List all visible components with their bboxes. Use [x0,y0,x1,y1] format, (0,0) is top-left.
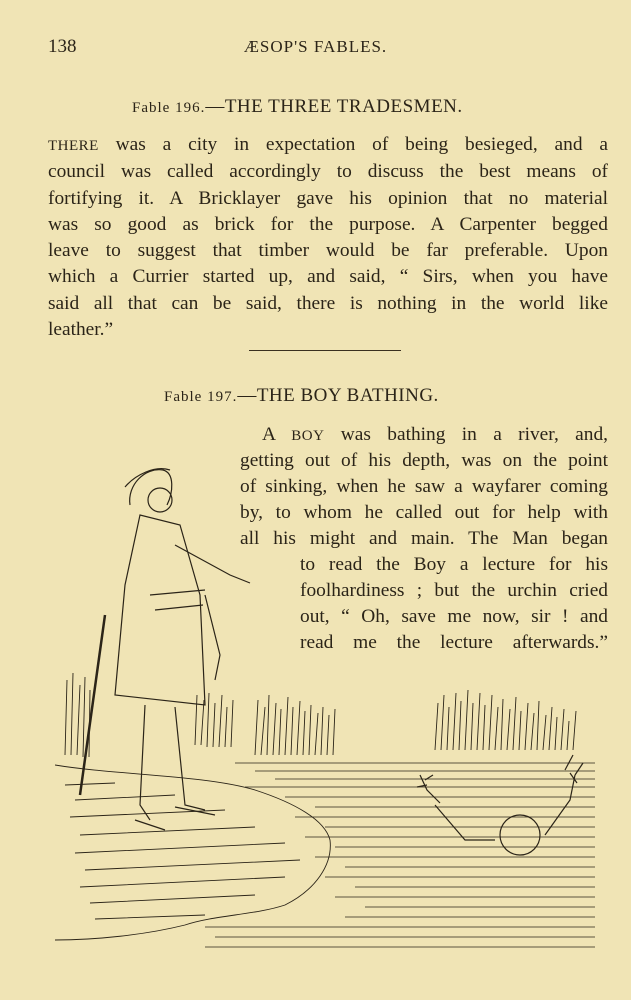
text-line: said all that can be said, there is nothing in the world like [48,292,608,314]
text-line: by, to whom he called out for help with [240,502,608,523]
fable-196-label: Fable 196. [132,100,206,116]
text-line: council was called accordingly to discuss the best means of [48,161,608,183]
fable-197-heading: —THE BOY BATHING. [237,385,439,406]
text-line: to read the Boy a lecture for his [300,554,608,575]
reeds-right [435,690,576,750]
fable-196-heading: —THE THREE TRADESMEN. [205,96,463,117]
fable-197-title [164,385,439,407]
fable-197-lead: BOY [291,428,325,444]
fable-197-label: Fable 197. [164,389,238,405]
text-line: A BOY was bathing in a river, and, [262,424,608,445]
water-surface [205,763,595,947]
fable-197-lead-a: A [262,424,292,445]
text-line: foolhardiness ; but the urchin cried [300,580,608,601]
engraving-illustration [55,445,615,965]
text-line: of sinking, when he saw a wayfarer coming [240,476,608,497]
text-line: fortifying it. A Bricklayer gave his opinion that no material [48,187,608,209]
fable-196-text [48,132,608,343]
text-line: leave to suggest that timber would be far preferable. Upon [48,240,608,262]
text-line: out, “ Oh, save me now, sir ! and [300,606,608,627]
text-line: getting out of his depth, was on the point [240,450,608,471]
text-line: was so good as brick for the purpose. A Carpenter begged [48,213,608,235]
text-line: leather.” [48,319,114,341]
river-bank [55,765,330,940]
fable-196-title [132,96,463,118]
text-line: all his might and main. The Man began [240,528,608,549]
text-line: which a Currier started up, and said, “ Sirs, when you have [48,266,608,288]
fable-196-lead: THERE [48,138,99,154]
reeds-center [255,695,335,755]
text-line: read me the lecture afterwards.” [300,632,608,653]
section-divider [249,350,401,351]
drowning-boy [417,755,583,855]
running-title: ÆSOP'S FABLES. [243,37,388,56]
page-header [48,36,583,60]
page-number: 138 [48,36,77,57]
text-line: THERE was a city in expectation of being besieged, and a [48,134,608,155]
